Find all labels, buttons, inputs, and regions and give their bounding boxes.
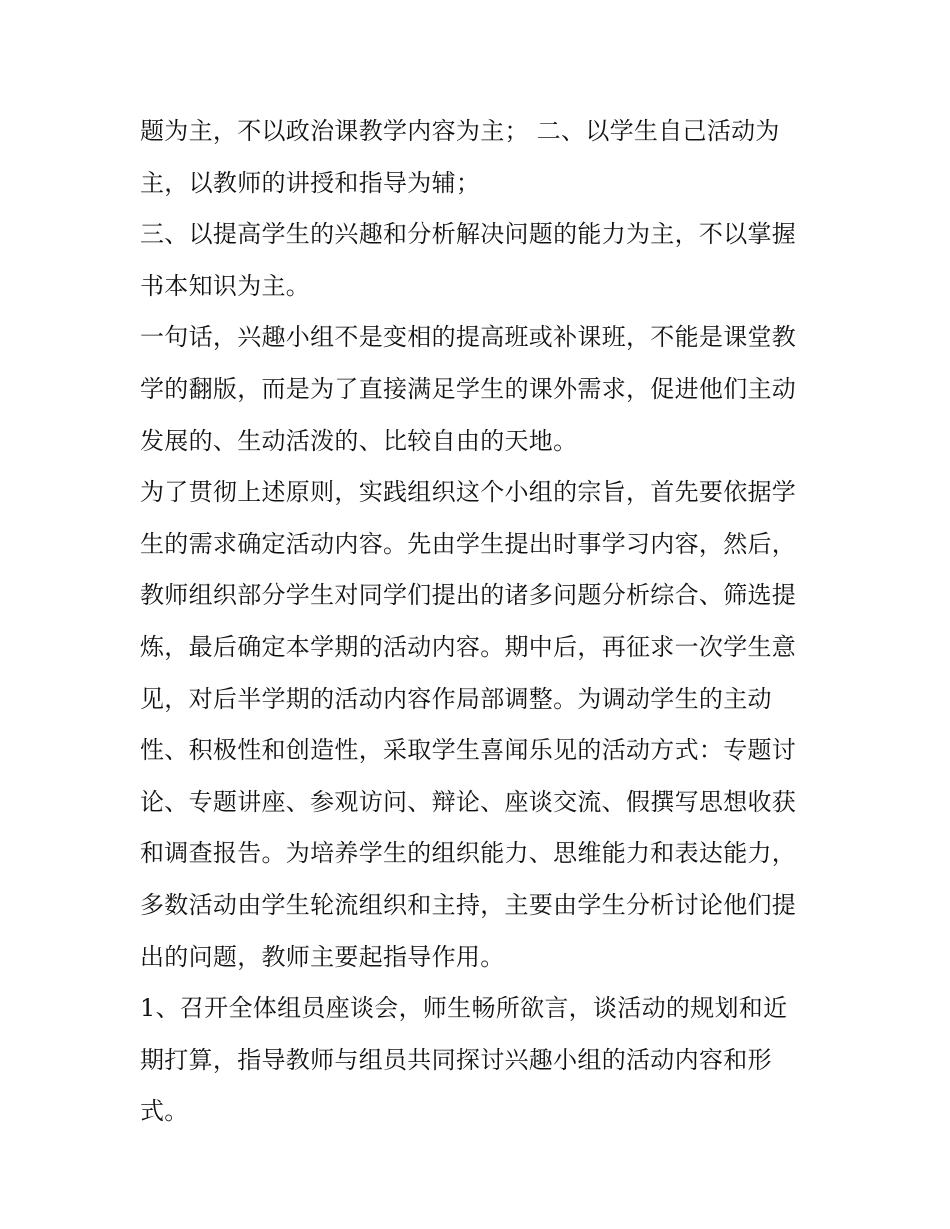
- text-line: 1、召开全体组员座谈会，师生畅所欲言，谈活动的规划和近: [140, 994, 788, 1023]
- document-body: [140, 106, 820, 1138]
- text-line: 期打算，指导教师与组员共同探讨兴趣小组的活动内容和形: [140, 1045, 772, 1074]
- text-line: 为了贯彻上述原则，实践组织这个小组的宗旨，首先要依据学: [140, 478, 797, 507]
- text-line: 式。: [140, 1097, 189, 1126]
- text-line: 三、以提高学生的兴趣和分析解决问题的能力为主，不以掌握: [140, 220, 797, 249]
- text-line: 学的翻版，而是为了直接满足学生的课外需求，促进他们主动: [140, 374, 797, 403]
- text-line: 见，对后半学期的活动内容作局部调整。为调动学生的主动: [140, 684, 772, 713]
- text-line: 题为主，不以政治课教学内容为主； 二、以学生自己活动为: [140, 117, 780, 145]
- text-line: 生的需求确定活动内容。先由学生提出时事学习内容，然后，: [140, 529, 797, 558]
- text-line: 性、积极性和创造性，采取学生喜闻乐见的活动方式：专题讨: [140, 736, 797, 765]
- text-line: 出的问题，教师主要起指导作用。: [140, 942, 505, 971]
- text-line: 教师组织部分学生对同学们提出的诸多问题分析综合、筛选提: [140, 581, 797, 610]
- text-line: 主，以教师的讲授和指导为辅；: [140, 168, 481, 197]
- text-line: 发展的、生动活泼的、比较自由的天地。: [140, 426, 578, 455]
- text-line: 炼，最后确定本学期的活动内容。期中后，再征求一次学生意: [140, 632, 797, 661]
- text-line: 多数活动由学生轮流组织和主持，主要由学生分析讨论他们提: [140, 890, 797, 919]
- text-line: 论、专题讲座、参观访问、辩论、座谈交流、假撰写思想收获: [140, 787, 797, 816]
- text-line: 书本知识为主。: [140, 271, 311, 300]
- text-line: 一句话，兴趣小组不是变相的提高班或补课班，不能是课堂教: [140, 323, 797, 352]
- text-line: 和调查报告。为培养学生的组织能力、思维能力和表达能力，: [140, 839, 797, 868]
